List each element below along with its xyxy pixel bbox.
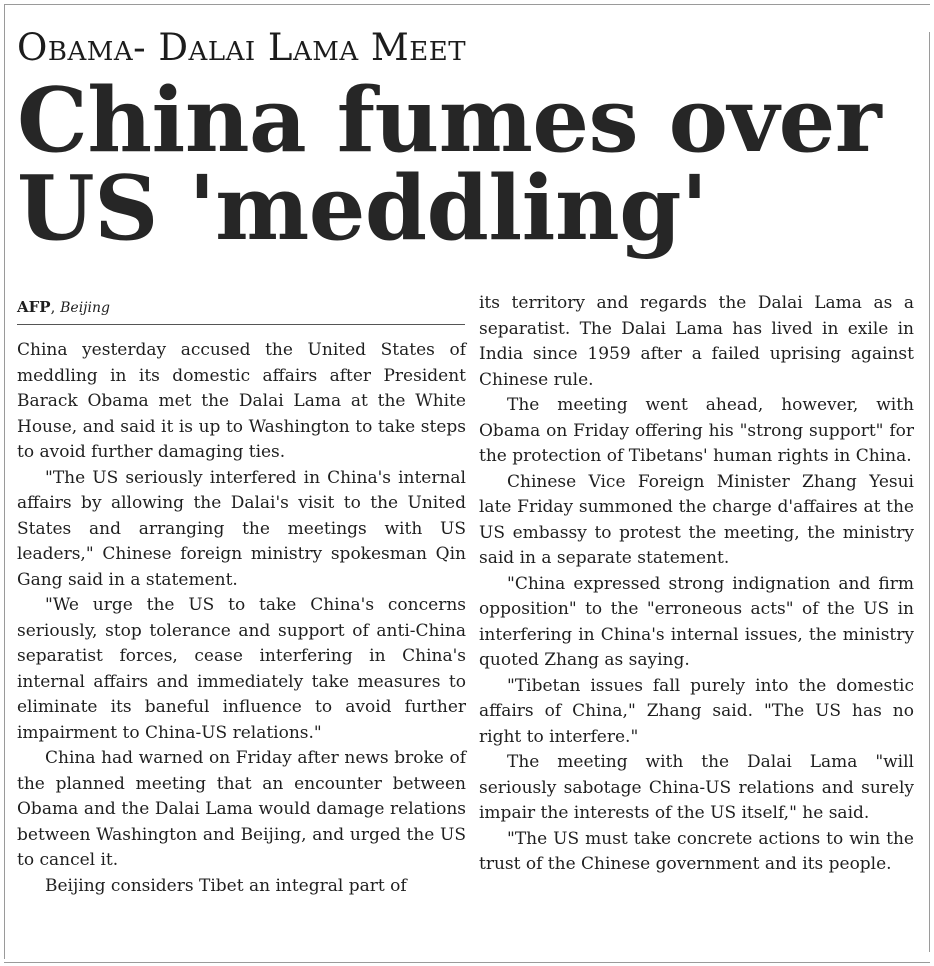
byline-place: Beijing: [60, 300, 110, 316]
paragraph-7: Chinese Vice Foreign Minister Zhang Yesui late Friday summoned the charge d'affaires at the US embassy to protest the meeting, the ministry said in a separate statement.: [479, 471, 914, 568]
byline: [17, 297, 110, 318]
frame-left-border: [4, 4, 5, 959]
paragraph-10: The meeting with the Dalai Lama "will seriously sabotage China-US relations and surely impair the interests of the US itself," he said.: [479, 752, 914, 823]
frame-right-border: [929, 32, 930, 952]
paragraph-2: "The US seriously interfered in China's internal affairs by allowing the Dalai's visit to the United States and arranging the meetings with US leaders," Chinese foreign ministry spokesman Qin Gang said in a statement.: [17, 467, 466, 590]
frame-top-border: [4, 4, 930, 5]
byline-separator: ,: [50, 298, 61, 316]
paragraph-6: The meeting went ahead, however, with Obama on Friday offering his "strong support" for the protection of Tibetans' human rights in China.: [479, 395, 914, 466]
headline-line-1: China fumes over: [17, 67, 882, 172]
paragraph-5-continued: its territory and regards the Dalai Lama as a separatist. The Dalai Lama has lived in exile in India since 1959 after a failed uprising against Chinese rule.: [479, 293, 914, 390]
headline-line-2: US 'meddling': [17, 155, 708, 260]
article-headline: [17, 67, 917, 260]
paragraph-9: "Tibetan issues fall purely into the domestic affairs of China," Zhang said. "The US has no right to interfere.": [479, 675, 914, 747]
body-column-left: [17, 338, 466, 899]
paragraph-1: China yesterday accused the United States of meddling in its domestic affairs after President Barack Obama met the Dalai Lama at the White House, and said it is up to Washington to take steps to avoid further damaging ties.: [17, 340, 466, 462]
body-column-right: [479, 291, 914, 878]
paragraph-8: "China expressed strong indignation and firm opposition" to the "erroneous acts" of the US in interfering in China's internal issues, the ministry quoted Zhang as saying.: [479, 573, 914, 670]
frame-bottom-border: [4, 962, 930, 963]
paragraph-4: China had warned on Friday after news broke of the planned meeting that an encounter between Obama and the Dalai Lama would damage relations between Washington and Beijing, and urged the US to cancel it.: [17, 748, 466, 870]
byline-divider: [17, 324, 465, 325]
byline-agency: AFP: [17, 298, 51, 316]
paragraph-11: "The US must take concrete actions to win the trust of the Chinese government and its people.: [479, 828, 914, 874]
article-kicker: Obama- Dalai Lama Meet: [17, 26, 467, 69]
paragraph-5-start: Beijing considers Tibet an integral part of: [45, 875, 407, 896]
paragraph-3: "We urge the US to take China's concerns seriously, stop tolerance and support of anti-China separatist forces, cease interfering in China's internal affairs and immediately take measures to eliminate its baneful influence to avoid further impairment to China-US relations.": [17, 595, 466, 743]
